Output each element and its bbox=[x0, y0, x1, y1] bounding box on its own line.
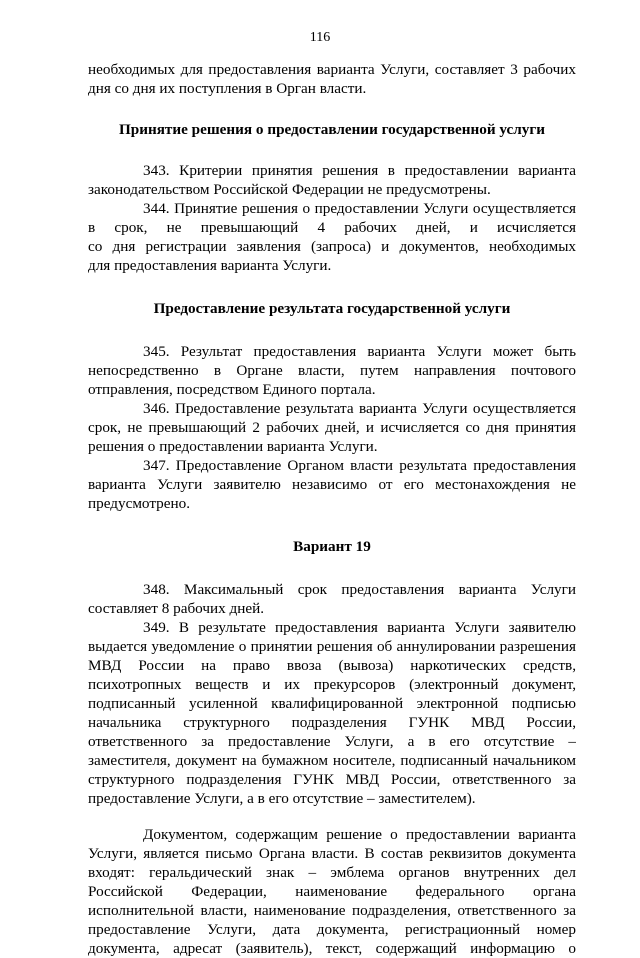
text-line: решения о предоставлении варианта Услуги. bbox=[88, 438, 378, 455]
paragraph-344 bbox=[88, 199, 576, 275]
text-line: составляет 8 рабочих дней. bbox=[88, 600, 265, 617]
section-heading-variant: Вариант 19 bbox=[293, 538, 371, 555]
section-heading-decision: Принятие решения о предоставлении государственной услуги bbox=[118, 121, 546, 138]
text-line: 347. Предоставление Органом власти результата предоставления bbox=[143, 457, 576, 474]
page-number: 116 bbox=[309, 30, 331, 45]
text-line: дня со дня их поступления в Орган власти. bbox=[88, 80, 367, 97]
text-line: 344. Принятие решения о предоставлении Услуги осуществляется bbox=[143, 200, 576, 217]
text-line: входят: геральдический знак – эмблема органов внутренних дел bbox=[88, 864, 576, 881]
text-line: 346. Предоставление результата варианта Услуги осуществляется bbox=[143, 400, 576, 417]
text-line: в срок, не превышающий 4 рабочих дней, и исчисляется bbox=[88, 219, 576, 236]
text-line: подписанный усиленной квалифицированной электронной подписью bbox=[88, 695, 576, 712]
paragraph-continuation bbox=[88, 60, 576, 98]
text-line: структурного подразделения ГУНК МВД России, ответственного за bbox=[88, 771, 576, 788]
text-line: для предоставления варианта Услуги. bbox=[88, 257, 332, 274]
paragraph-349 bbox=[88, 618, 576, 808]
paragraph-343 bbox=[88, 161, 576, 199]
text-line: отправления, посредством Единого портала. bbox=[88, 381, 376, 398]
section-heading-result: Предоставление результата государственной услуги bbox=[153, 300, 511, 317]
document-body bbox=[88, 60, 576, 958]
text-line: начальника структурного подразделения ГУНК МВД России, bbox=[88, 714, 576, 731]
text-line: 343. Критерии принятия решения в предоставлении варианта bbox=[143, 162, 576, 179]
text-line: заместителя, документ на бумажном носителе, подписанный начальником bbox=[88, 752, 576, 769]
text-line: необходимых для предоставления варианта Услуги, составляет 3 рабочих bbox=[88, 61, 576, 78]
paragraph-345 bbox=[88, 342, 576, 399]
text-line: предоставление Услуги, а в его отсутствие – заместителем). bbox=[88, 790, 476, 807]
text-line: срок, не превышающий 2 рабочих дней, и исчисляется со дня принятия bbox=[88, 419, 576, 436]
text-line: предоставление Услуги, дата документа, регистрационный номер bbox=[88, 921, 576, 938]
text-line: МВД России на право ввоза (вывоза) наркотических средств, bbox=[88, 657, 576, 674]
text-line: выдается уведомление о принятии решения об аннулировании разрешения bbox=[88, 638, 576, 655]
text-line: Российской Федерации, наименование федерального органа bbox=[88, 883, 576, 900]
text-line: варианта Услуги заявителю независимо от его местонахождения не bbox=[88, 476, 576, 493]
text-line: 348. Максимальный срок предоставления варианта Услуги bbox=[143, 581, 576, 598]
paragraph-347 bbox=[88, 456, 576, 513]
text-line: 345. Результат предоставления варианта Услуги может быть bbox=[143, 343, 576, 360]
text-line: Услуги, является письмо Органа власти. В состав реквизитов документа bbox=[88, 845, 576, 862]
text-line: ответственного за предоставление Услуги, а в его отсутствие – bbox=[88, 733, 576, 750]
paragraph-document bbox=[88, 825, 576, 958]
text-line: непосредственно в Органе власти, путем направления почтового bbox=[88, 362, 576, 379]
text-line: документа, адресат (заявитель), текст, содержащий информацию о bbox=[88, 940, 576, 957]
text-line: со дня регистрации заявления (запроса) и документов, необходимых bbox=[88, 238, 576, 255]
text-line: Документом, содержащим решение о предоставлении варианта bbox=[143, 826, 576, 843]
paragraph-346 bbox=[88, 399, 576, 456]
text-line: психотропных веществ и их прекурсоров (электронный документ, bbox=[88, 676, 576, 693]
paragraph-348 bbox=[88, 580, 576, 618]
text-line: исполнительной власти, наименование подразделения, ответственного за bbox=[88, 902, 576, 919]
text-line: предусмотрено. bbox=[88, 495, 191, 512]
text-line: 349. В результате предоставления варианта Услуги заявителю bbox=[143, 619, 576, 636]
text-line: законодательством Российской Федерации не предусмотрены. bbox=[88, 181, 491, 198]
